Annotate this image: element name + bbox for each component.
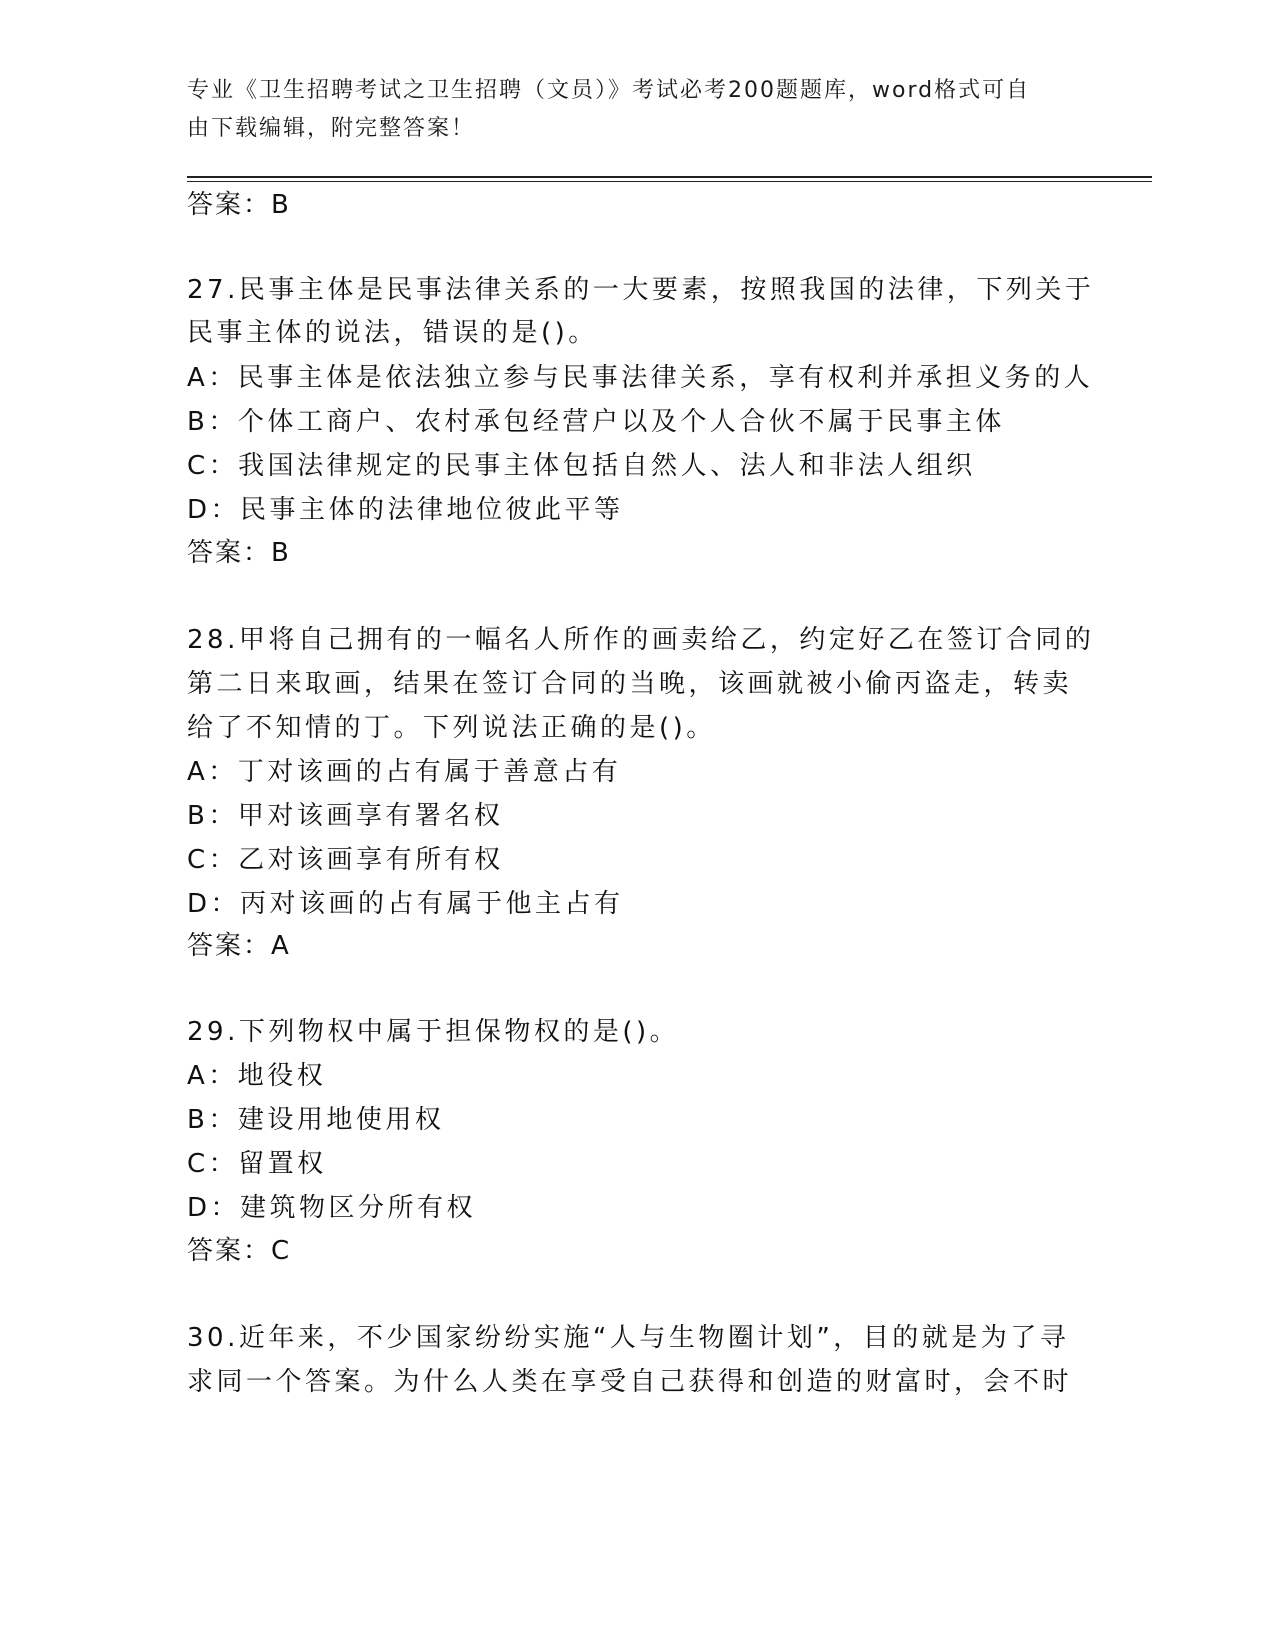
page-header — [187, 72, 1067, 148]
question-28-stem-line-3: 给了不知情的丁。下列说法正确的是()。 — [187, 713, 716, 743]
question-29-option-c: C：留置权 — [187, 1149, 327, 1179]
header-divider-thick — [187, 176, 1152, 178]
question-28-answer: 答案：A — [187, 931, 291, 961]
question-30-stem-line-1: 30.近年来，不少国家纷纷实施“人与生物圈计划”，目的就是为了寻 — [187, 1323, 1070, 1353]
question-27-option-d: D：民事主体的法律地位彼此平等 — [187, 495, 624, 525]
question-28-option-a: A：丁对该画的占有属于善意占有 — [187, 757, 622, 787]
question-30-stem-line-2: 求同一个答案。为什么人类在享受自己获得和创造的财富时，会不时 — [187, 1367, 1073, 1397]
header-line-1: 专业《卫生招聘考试之卫生招聘（文员）》考试必考200题题库，word格式可自 — [187, 78, 1031, 103]
question-29-option-a: A：地役权 — [187, 1061, 327, 1091]
question-28-option-b: B：甲对该画享有署名权 — [187, 801, 504, 831]
question-27-stem-line-1: 27.民事主体是民事法律关系的一大要素，按照我国的法律，下列关于 — [187, 275, 1095, 305]
question-28-stem-line-2: 第二日来取画，结果在签订合同的当晚，该画就被小偷丙盗走，转卖 — [187, 669, 1073, 699]
question-29-option-d: D：建筑物区分所有权 — [187, 1193, 477, 1223]
question-29-option-b: B：建设用地使用权 — [187, 1105, 445, 1135]
question-27-stem-line-2: 民事主体的说法，错误的是()。 — [187, 318, 598, 348]
question-27-option-b: B：个体工商户、农村承包经营户以及个人合伙不属于民事主体 — [187, 407, 1005, 437]
question-27-answer: 答案：B — [187, 538, 291, 568]
header-divider-thin — [187, 181, 1152, 182]
question-27-option-c: C：我国法律规定的民事主体包括自然人、法人和非法人组织 — [187, 451, 976, 481]
question-28-option-d: D：丙对该画的占有属于他主占有 — [187, 889, 624, 919]
answer-line: 答案：B — [187, 190, 291, 220]
question-28-option-c: C：乙对该画享有所有权 — [187, 845, 504, 875]
question-29-stem-line-1: 29.下列物权中属于担保物权的是()。 — [187, 1017, 680, 1047]
question-28-stem-line-1: 28.甲将自己拥有的一幅名人所作的画卖给乙，约定好乙在签订合同的 — [187, 625, 1095, 655]
header-line-2: 由下载编辑，附完整答案！ — [187, 116, 476, 141]
question-27-option-a: A：民事主体是依法独立参与民事法律关系，享有权利并承担义务的人 — [187, 363, 1094, 393]
question-29-answer: 答案：C — [187, 1236, 292, 1266]
